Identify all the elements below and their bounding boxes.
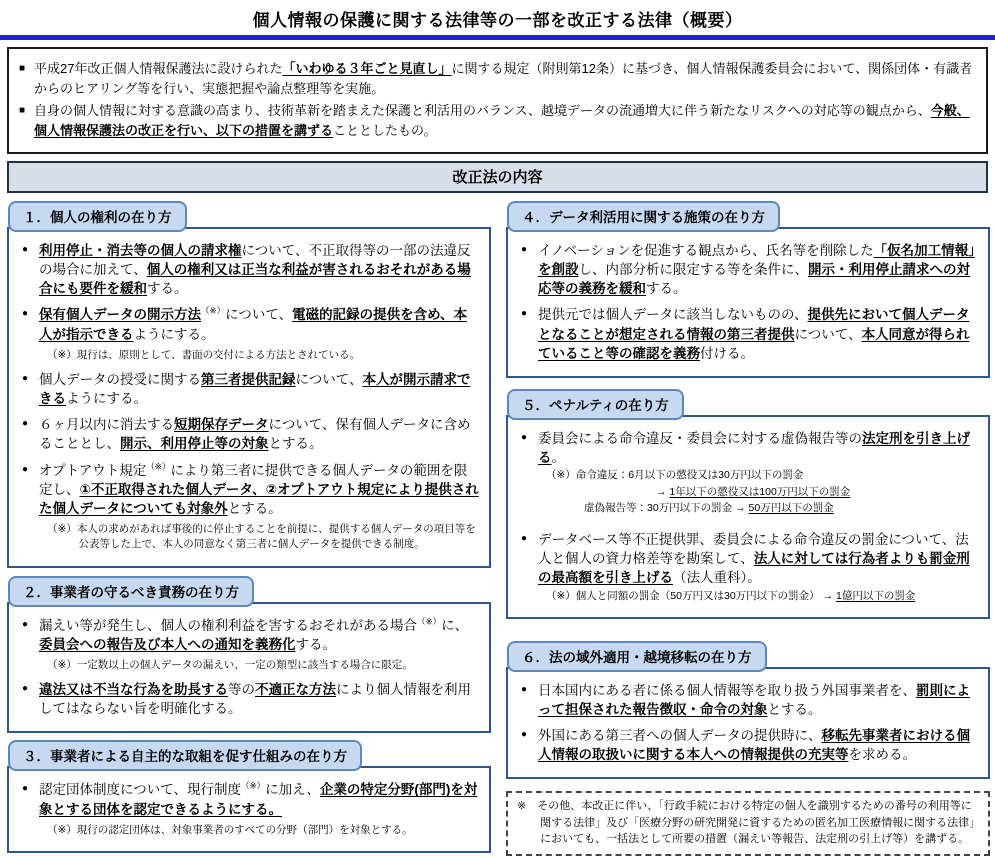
bullet-text: 漏えい等が発生し、個人の権利利益を害するおそれがある場合（※）に、委員会への報告及び本人への通知を義務化する。 (39, 616, 469, 652)
section-4 (506, 201, 990, 378)
content-section-header (7, 161, 988, 193)
circle-bullet-icon: ● (22, 244, 29, 255)
section-1-badge (8, 201, 187, 232)
section-2-title: ２．事業者の守るべき責務の在り方 (23, 584, 239, 600)
intro-bullet-text: 平成27年改正個人情報保護法に設けられた「いわゆる３年ごと見直し」に関する規定（附則第12条）に基づき、個人情報保護委員会において、関係団体・有識者からのヒアリング等を行い、実態把握や論点整理等を実施。 (34, 61, 973, 96)
section-3-badge (8, 740, 362, 771)
circle-bullet-icon: ● (22, 373, 29, 384)
intro-box (7, 47, 988, 154)
section-2-badge (8, 576, 254, 607)
section-4-title: ４．データ利活用に関する施策の在り方 (522, 210, 765, 225)
list-item (514, 681, 978, 719)
circle-bullet-icon: ● (521, 533, 528, 545)
section-1 (7, 201, 491, 568)
section-6 (506, 641, 990, 780)
page-title: 個人情報の保護に関する法律等の一部を改正する法律（概要） (252, 11, 743, 30)
section-6-title: ６．法の域外適用・越境移転の在り方 (522, 649, 752, 665)
bullet-text: 利用停止・消去等の個人の請求権について、不正取得等の一部の法違反の場合に加えて、個人の権利又は正当な利益が害されるおそれがある場合にも要件を緩和する。 (39, 243, 471, 297)
bullet-text: イノベーションを促進する観点から、氏名等を削除した「仮名加工情報」を創設し、内部分析に限定する等を条件に、開示・利用停止請求への対応等の義務を緩和する。 (538, 243, 975, 297)
circle-bullet-icon: ● (22, 618, 29, 630)
footnote-text: → 1年以下の懲役又は100万円以下の罰金 (656, 485, 851, 498)
bullet-text: 保有個人データの開示方法（※）について、電磁的記録の提供を含め、本人が指示できるようにする。 (39, 305, 468, 342)
section-6-badge (507, 641, 767, 672)
footnote-text: （※）一定数以上の個人データの漏えい、一定の類型に該当する場合に限定。 (47, 658, 413, 671)
right-column (506, 201, 990, 856)
circle-bullet-icon: ● (521, 431, 528, 443)
bullet-text: データベース等不正提供罪、委員会による命令違反の罰金について、法人と個人の資力格差等を勘案して、法人に対しては行為者よりも罰金刑の最高額を引き上げる（法人重科）。 (538, 532, 970, 586)
circle-bullet-icon: ● (22, 683, 29, 695)
circle-bullet-icon: ● (521, 308, 528, 320)
section-1-content (7, 227, 491, 568)
bullet-text: 個人データの授受に関する第三者提供記録について、本人が開示請求できるようにする。 (39, 372, 471, 407)
section-1-title: １．個人の権利の在り方 (23, 210, 172, 225)
list-item (514, 429, 978, 516)
list-item (15, 461, 479, 553)
footnote-text: （※）命令違反：6月以下の懲役又は30万円以下の罰金 (546, 469, 804, 482)
footnote-text: （※）現行は、原則として、書面の交付による方法とされている。 (47, 348, 361, 361)
circle-bullet-icon: ● (22, 418, 29, 430)
list-item (514, 305, 978, 362)
list-item (15, 616, 479, 674)
list-item (514, 530, 978, 604)
list-item (15, 241, 479, 298)
circle-bullet-icon: ● (521, 244, 528, 255)
list-item (15, 780, 479, 838)
list-item (514, 726, 978, 764)
general-footnote-box (506, 791, 990, 856)
intro-bullet (19, 59, 976, 98)
footnote-text: （※）個人と同額の罰金（50万円又は30万円以下の罰金） → 1億円以下の罰金 (546, 589, 916, 602)
section-2-content (7, 602, 491, 734)
bullet-text: 違法又は不当な行為を助長する等の不適正な方法により個人情報を利用してはならない旨を明確化する。 (39, 682, 471, 717)
square-bullet-icon: ■ (19, 63, 26, 74)
section-6-content (506, 667, 990, 780)
list-item (514, 241, 978, 298)
list-item (15, 415, 479, 453)
circle-bullet-icon: ● (22, 783, 29, 795)
section-4-content (506, 227, 990, 378)
section-5-badge (507, 389, 684, 420)
section-5-content (506, 415, 990, 619)
left-column (7, 201, 491, 853)
footnote-text: （※）現行の認定団体は、対象事業者のすべての分野（部門）を対象とする。 (47, 823, 413, 836)
title-rule (0, 35, 995, 40)
two-column-layout (7, 201, 988, 856)
footnote-text: 虚偽報告等：30万円以下の罰金 → 50万円以下の罰金 (584, 501, 834, 514)
section-3-content (7, 766, 491, 853)
section-2 (7, 576, 491, 734)
list-item (15, 305, 479, 363)
bullet-text: 認定団体制度について、現行制度（※）に加え、企業の特定分野(部門)を対象とする団体を認定できるようにする。 (39, 780, 478, 817)
section-4-badge (507, 201, 780, 232)
footnote-text: （※）本人の求めがあれば事後的に停止することを前提に、提供する個人データの項目等を公表等した上で、本人の同意なく第三者に個人データを提供できる制度。 (47, 523, 476, 551)
circle-bullet-icon: ● (22, 463, 29, 475)
section-5 (506, 389, 990, 619)
bullet-text: 日本国内にある者に係る個人情報等を取り扱う外国事業者を、罰則によって担保された報告徴収・命令の対象とする。 (538, 682, 970, 717)
section-5-title: ５．ペナルティの在り方 (522, 397, 669, 413)
circle-bullet-icon: ● (22, 308, 29, 320)
bullet-text: 外国にある第三者への個人データの提供時に、移転先事業者における個人情報の取扱いに関する本人への情報提供の充実等を求める。 (538, 728, 970, 763)
content-section-header-label: 改正法の内容 (452, 169, 543, 186)
general-footnote-text: ※ その他、本改正に伴い、「行政手続における特定の個人を識別するための番号の利用等に関する法律」及び「医療分野の研究開発に資するための匿名加工医療情報に関する法律」においても、一括法として所要の措置（漏えい等報告、法定刑の引上げ等）を講ずる。 (517, 800, 975, 846)
section-3-title: ３．事業者による自主的な取組を促す仕組みの在り方 (23, 749, 347, 765)
intro-bullet-text: 自身の個人情報に対する意識の高まり、技術革新を踏まえた保護と利活用のバランス、越境データの流通増大に伴う新たなリスクへの対応等の観点から、今般、個人情報保護法の改正を行い、以下の措置を講ずることとしたもの。 (34, 103, 970, 138)
bullet-text: ６ヶ月以内に消去する短期保存データについて、保有個人データに含めることとし、開示、利用停止等の対象とする。 (39, 417, 471, 452)
list-item (15, 680, 479, 718)
bullet-text: 委員会による命令違反・委員会に対する虚偽報告等の法定刑を引き上げる。 (538, 430, 970, 466)
bullet-text: オプトアウト規定（※）により第三者に提供できる個人データの範囲を限定し、①不正取得された個人データ、②オプトアウト規定により提供された個人データについても対象外とする。 (39, 461, 479, 516)
section-3 (7, 740, 491, 853)
circle-bullet-icon: ● (521, 729, 528, 741)
list-item (15, 370, 479, 408)
intro-bullet (19, 101, 976, 140)
circle-bullet-icon: ● (521, 683, 528, 695)
bullet-text: 提供元では個人データに該当しないものの、提供先において個人データとなることが想定される情報の第三者提供について、本人同意が得られていること等の確認を義務付ける。 (538, 307, 970, 361)
square-bullet-icon: ■ (19, 105, 26, 116)
